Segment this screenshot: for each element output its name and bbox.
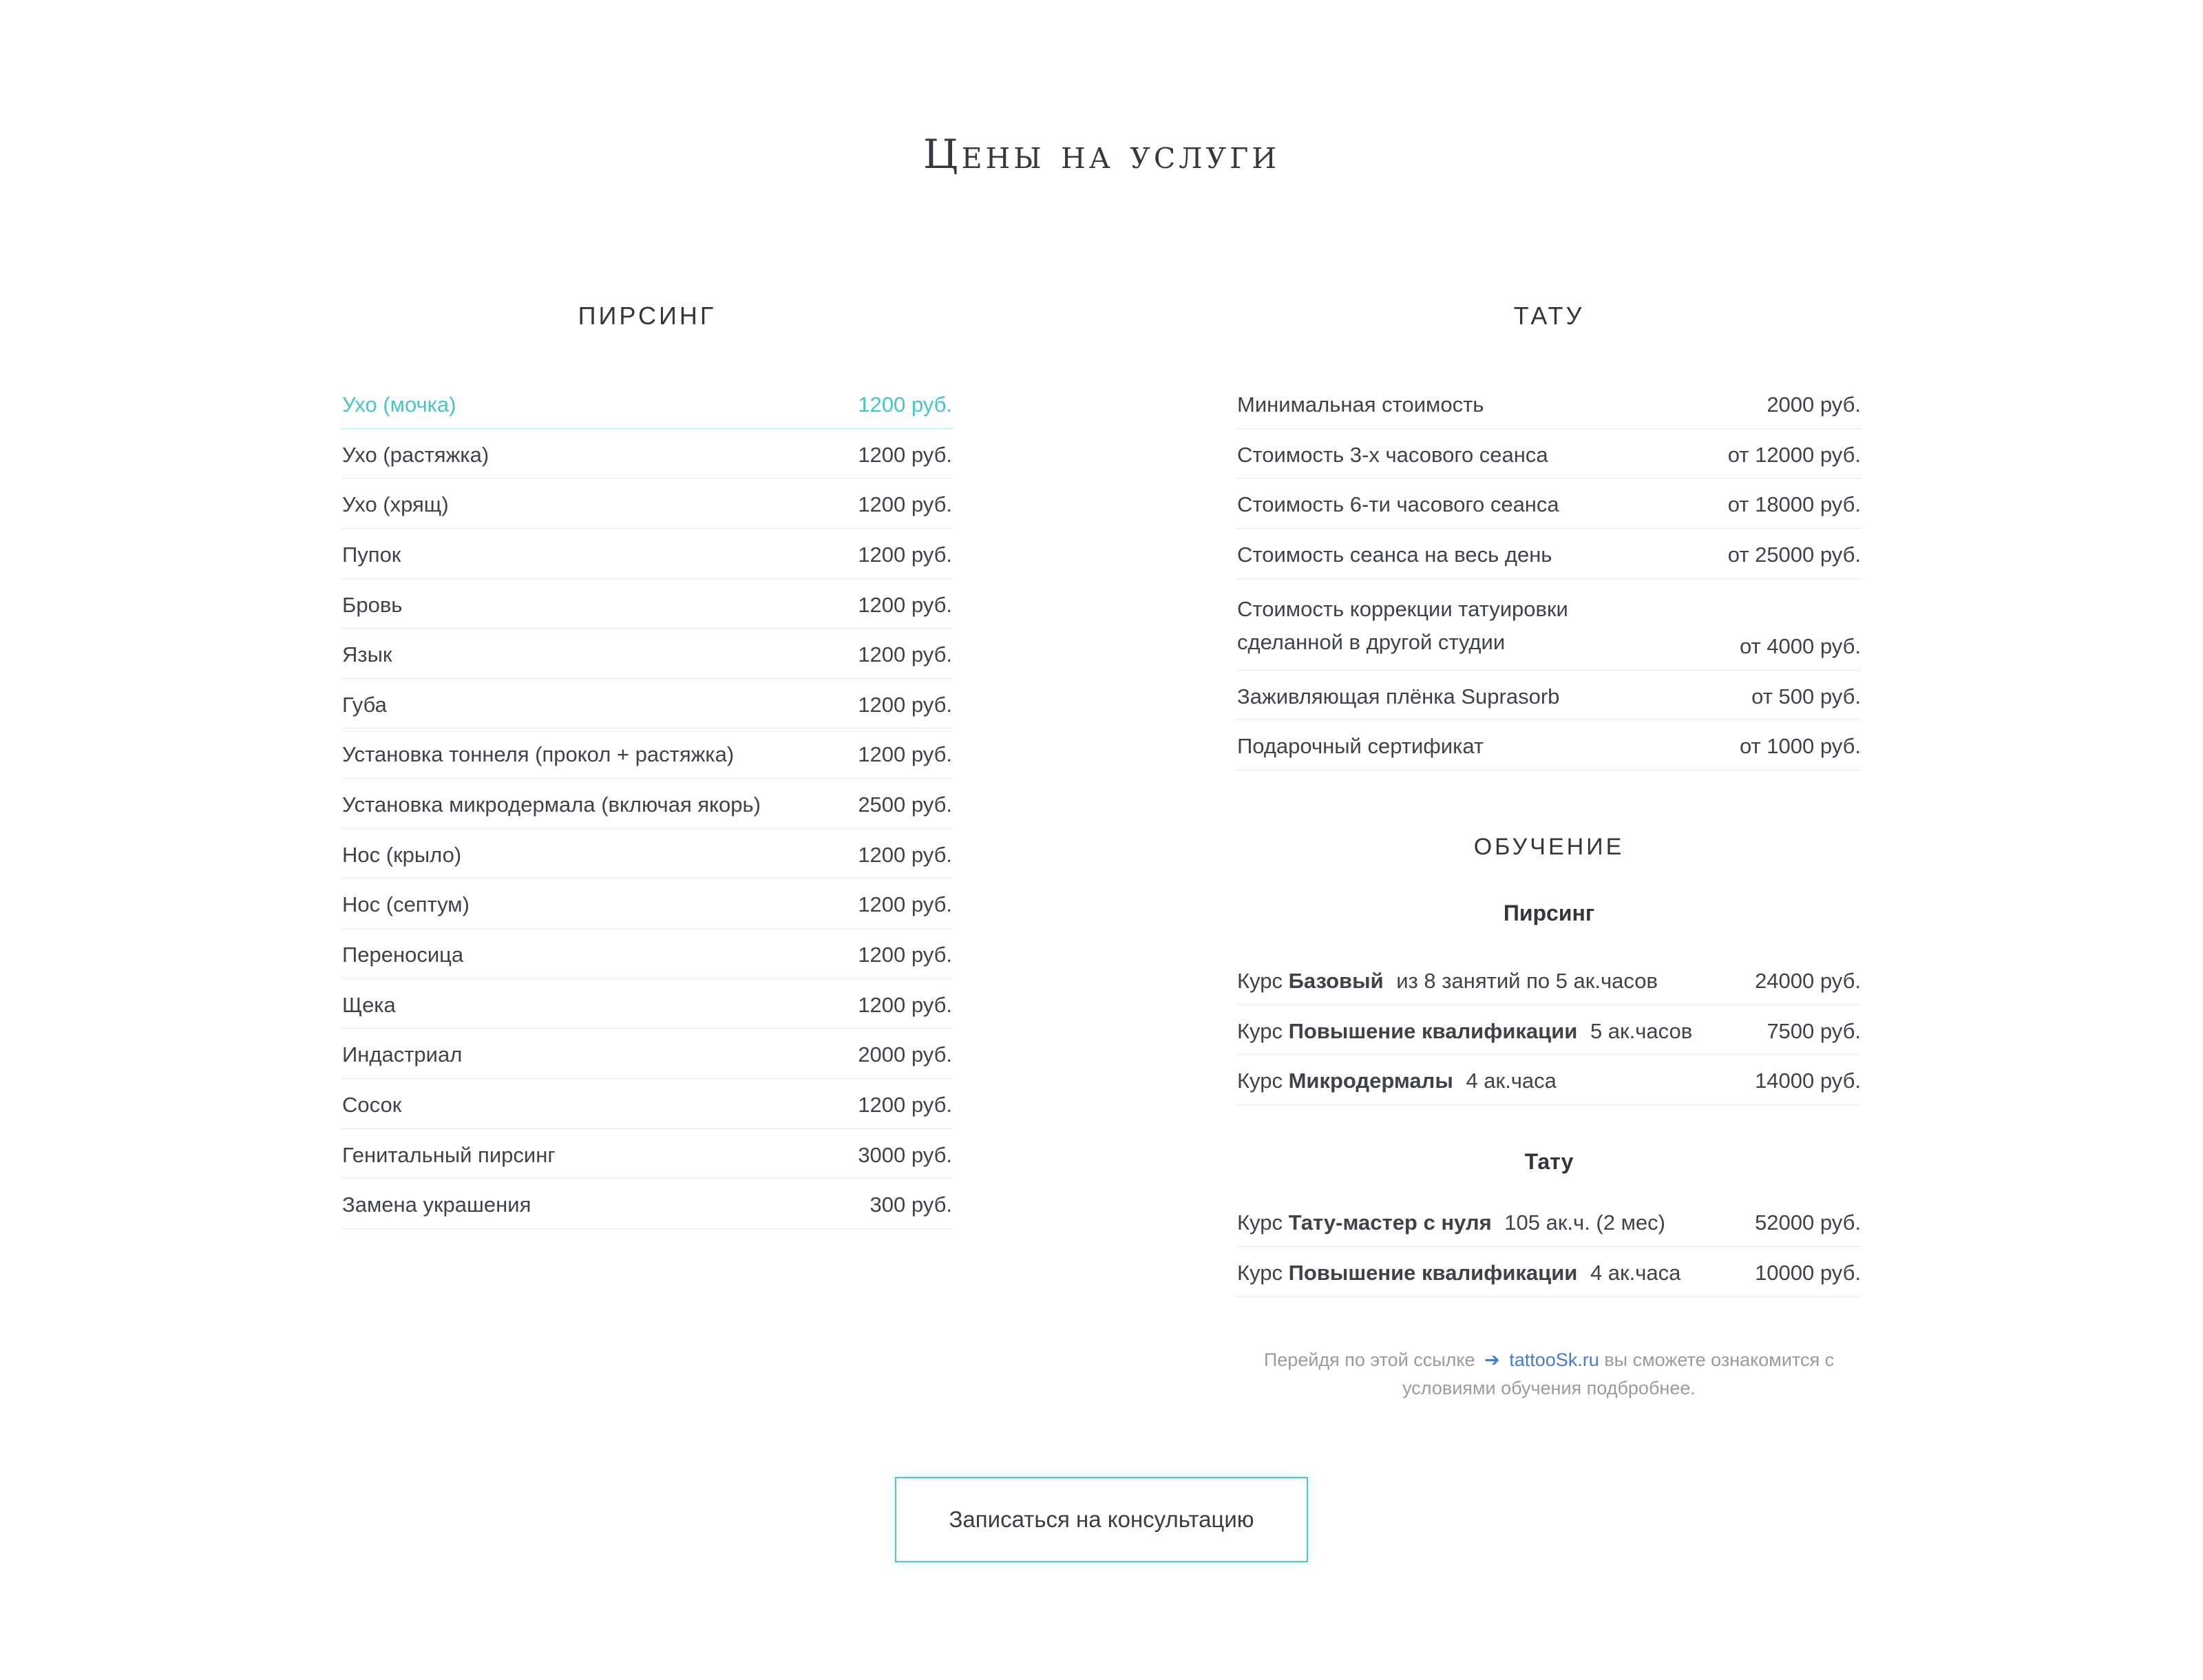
price-row (341, 429, 953, 479)
note-text-after: вы сможете ознакомится с условиями обучения подбробнее. (1402, 1350, 1835, 1398)
service-price: от 18000 руб. (1727, 492, 1861, 517)
piercing-column (341, 302, 953, 1402)
service-label: Индастриал (342, 1042, 463, 1067)
price-row (341, 1129, 953, 1179)
tattoo-header: ТАТУ (1513, 302, 1585, 330)
service-price: 1200 руб. (858, 442, 952, 467)
course-price: 52000 руб. (1755, 1210, 1861, 1235)
piercing-header: ПИРСИНГ (578, 302, 717, 330)
service-label: Стоимость 6-ти часового сеанса (1237, 492, 1559, 517)
course-label (1237, 1261, 1680, 1285)
price-row (1236, 671, 1862, 721)
service-price: 1200 руб. (858, 892, 952, 917)
service-price: 1200 руб. (858, 842, 952, 867)
course-row (1236, 1005, 1862, 1056)
service-label: Нос (септум) (342, 892, 470, 917)
price-row (341, 479, 953, 529)
service-label: Губа (342, 692, 387, 717)
service-price: 1200 руб. (858, 943, 952, 967)
course-label (1237, 1019, 1692, 1044)
course-price: 14000 руб. (1755, 1069, 1861, 1093)
price-row (341, 728, 953, 779)
service-price: 1200 руб. (858, 1092, 952, 1117)
service-price: 300 руб. (869, 1193, 952, 1217)
training-tattoo-subheader: Тату (1524, 1148, 1574, 1174)
service-price: от 1000 руб. (1739, 734, 1861, 759)
price-row (1236, 429, 1862, 479)
price-row (341, 1029, 953, 1079)
price-row (341, 379, 953, 429)
service-price: 1200 руб. (858, 692, 952, 717)
service-price: от 500 руб. (1751, 684, 1861, 708)
course-detail: 4 ак.часа (1590, 1260, 1681, 1285)
course-detail: 105 ак.ч. (2 мес) (1504, 1210, 1665, 1235)
service-price: 1200 руб. (858, 592, 952, 617)
training-header: ОБУЧЕНИЕ (1473, 833, 1625, 860)
service-label-line: сделанной в другой студии (1237, 629, 1506, 654)
service-price: от 12000 руб. (1727, 442, 1861, 467)
service-label-line: Стоимость коррекции татуировки (1237, 596, 1568, 621)
price-row (341, 779, 953, 829)
service-label: Щека (342, 992, 396, 1017)
page-title: Цены на услуги (923, 131, 1280, 178)
service-price: 1200 руб. (858, 492, 952, 517)
course-row (1236, 955, 1862, 1005)
price-row (341, 529, 953, 579)
service-price: 2500 руб. (858, 792, 952, 817)
price-row (1236, 479, 1862, 529)
course-label (1237, 969, 1658, 994)
course-price: 24000 руб. (1755, 968, 1861, 993)
service-label: Язык (342, 642, 392, 667)
columns (0, 302, 2203, 1402)
service-price: 2000 руб. (858, 1042, 952, 1067)
service-label: Ухо (мочка) (342, 392, 456, 417)
service-label: Бровь (342, 592, 403, 617)
course-name: Повышение квалификации (1288, 1260, 1578, 1285)
course-label (1237, 1069, 1557, 1093)
price-row (1236, 379, 1862, 429)
arrow-right-icon: ➔ (1484, 1350, 1500, 1371)
service-label: Генитальный пирсинг (342, 1142, 556, 1167)
course-detail: 5 ак.часов (1590, 1018, 1693, 1043)
service-label: Стоимость 3-х часового сеанса (1237, 442, 1548, 467)
course-row (1236, 1197, 1862, 1247)
course-name: Микродермалы (1288, 1069, 1453, 1093)
service-label: Нос (крыло) (342, 842, 462, 867)
price-row (341, 679, 953, 729)
course-detail: 4 ак.часа (1466, 1069, 1557, 1093)
price-row (341, 879, 953, 929)
price-row (341, 979, 953, 1029)
service-label: Ухо (растяжка) (342, 442, 489, 467)
service-price: 1200 руб. (858, 542, 952, 567)
price-row (341, 929, 953, 979)
service-label: Сосок (342, 1092, 402, 1117)
course-prefix: Курс (1237, 1018, 1283, 1043)
course-row (1236, 1055, 1862, 1105)
service-price: 1200 руб. (858, 742, 952, 767)
course-prefix: Курс (1237, 1210, 1283, 1235)
service-label (1237, 593, 1568, 659)
price-row (341, 579, 953, 629)
course-label (1237, 1210, 1665, 1235)
service-label: Заживляющая плёнка Suprasorb (1237, 684, 1560, 708)
service-label: Установка микродермала (включая якорь) (342, 792, 761, 817)
service-label: Минимальная стоимость (1237, 392, 1484, 417)
price-row (341, 629, 953, 679)
tattoosk-link[interactable]: tattooSk.ru (1509, 1350, 1599, 1371)
service-label: Ухо (хрящ) (342, 492, 449, 517)
price-row (341, 829, 953, 879)
course-name: Базовый (1288, 968, 1384, 993)
service-label: Стоимость сеанса на весь день (1237, 542, 1552, 567)
service-price: от 4000 руб. (1739, 634, 1861, 659)
service-price: от 25000 руб. (1727, 542, 1861, 567)
service-label: Пупок (342, 542, 401, 567)
service-label: Замена украшения (342, 1193, 531, 1217)
service-label: Подарочный сертификат (1237, 734, 1484, 759)
consultation-button[interactable]: Записаться на консультацию (895, 1477, 1308, 1562)
price-row (1236, 720, 1862, 770)
course-prefix: Курс (1237, 1260, 1283, 1285)
course-prefix: Курс (1237, 1069, 1283, 1093)
course-price: 10000 руб. (1755, 1260, 1861, 1285)
course-prefix: Курс (1237, 968, 1283, 993)
tattoo-column (1236, 302, 1862, 1402)
course-name: Повышение квалификации (1288, 1018, 1578, 1043)
service-price: 1200 руб. (858, 392, 952, 417)
course-detail: из 8 занятий по 5 ак.часов (1396, 968, 1658, 993)
service-price: 1200 руб. (858, 992, 952, 1017)
service-price: 3000 руб. (858, 1142, 952, 1167)
course-name: Тату-мастер с нуля (1288, 1210, 1492, 1235)
course-price: 7500 руб. (1767, 1018, 1861, 1043)
note-text-before: Перейдя по этой ссылке (1263, 1350, 1475, 1371)
service-label: Установка тоннеля (прокол + растяжка) (342, 742, 735, 767)
training-note (1246, 1346, 1852, 1402)
training-piercing-subheader: Пирсинг (1503, 900, 1595, 925)
price-row (1236, 529, 1862, 579)
service-price: 2000 руб. (1767, 392, 1861, 417)
service-label: Переносица (342, 943, 464, 967)
price-row (1236, 579, 1862, 671)
service-price: 1200 руб. (858, 642, 952, 667)
price-row (341, 1179, 953, 1229)
price-row (341, 1079, 953, 1129)
course-row (1236, 1247, 1862, 1297)
